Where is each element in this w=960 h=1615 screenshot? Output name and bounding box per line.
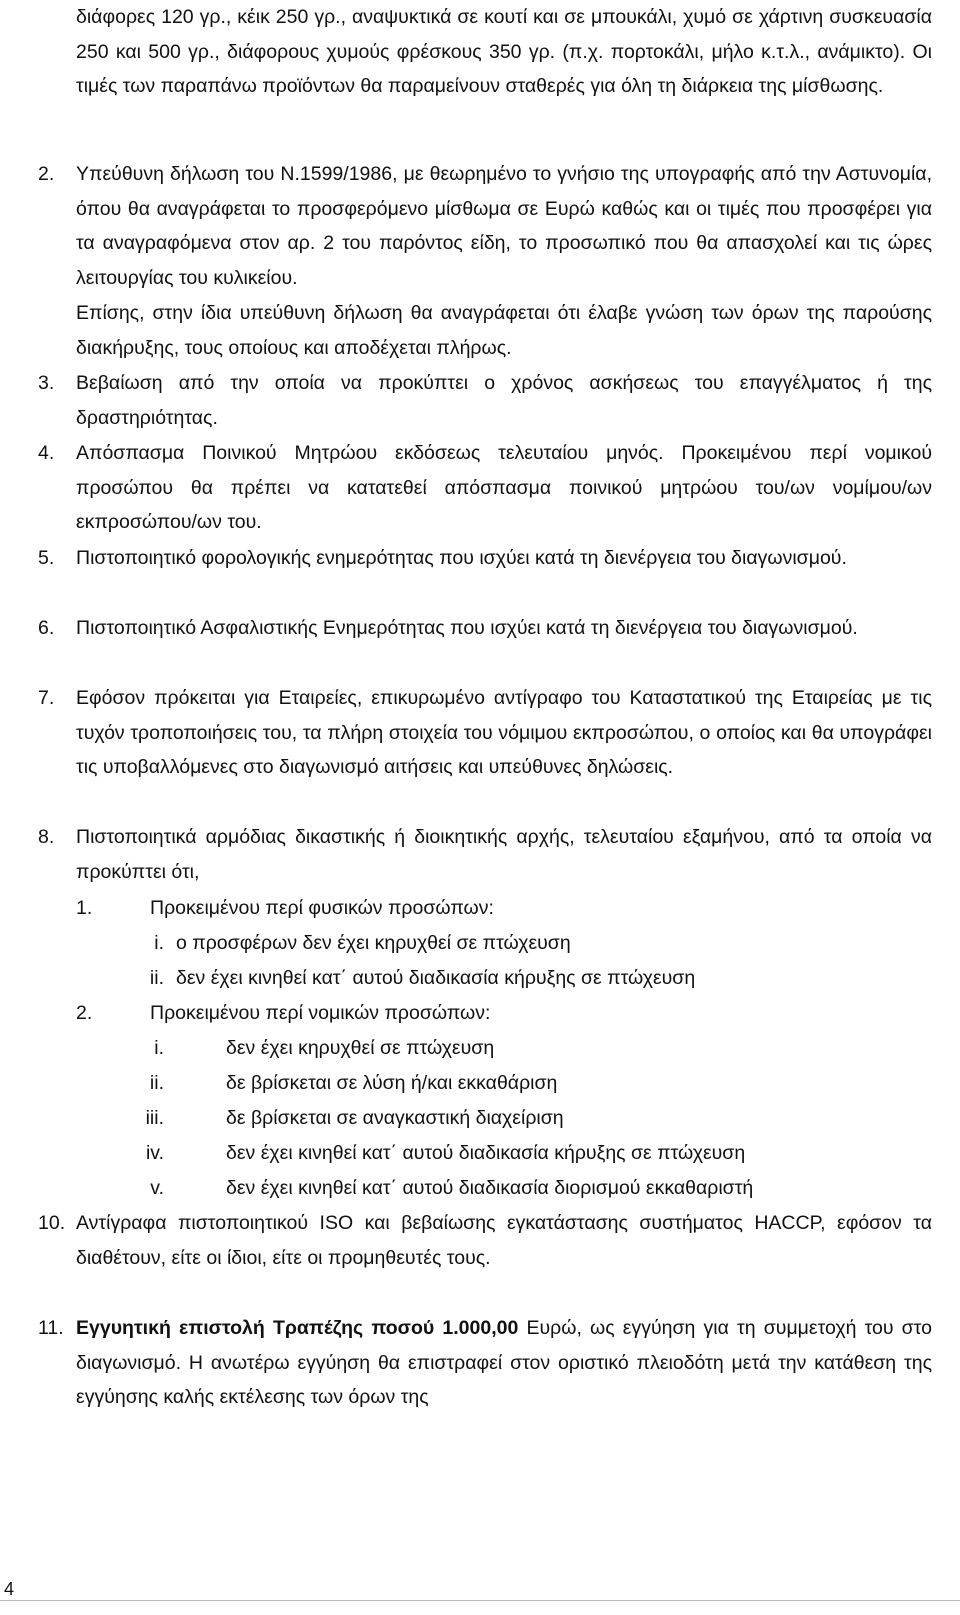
roman-b-v: v. — [150, 1177, 164, 1199]
item-text-2: Υπεύθυνη δήλωση του Ν.1599/1986, με θεωρημένο το γνήσιο της υπογραφής από την Αστυνομία, όπου θα αναγράφεται το προσφερόμενο μίσθωμα σε Ευρώ καθώς και οι τιμές που προσφέρει για τα αναγραφόμενα στον αρ. 2 του παρόντος είδη, το προσωπικό που θα απασχολεί και τις ώρες λειτουργίας του κυλικείου. — [76, 163, 932, 290]
item-text-8: Πιστοποιητικά αρμόδιας δικαστικής ή διοικητικής αρχής, τελευταίου εξαμήνου, από τα οποία να προκύπτει ότι, — [76, 826, 932, 883]
guarantee-text: Ευρώ, ως εγγύηση για τη συμμετοχή του στο διαγωνισμό. Η ανωτέρω εγγύηση θα επιστραφεί στον οριστικό πλειοδότη μετά την κατάθεση της εγγύησης καλής εκτέλεσης των όρων της — [76, 1317, 932, 1409]
sub-b-item-iii: δε βρίσκεται σε αναγκαστική διαχείριση — [226, 1107, 564, 1129]
sub-b-item-ii: δε βρίσκεται σε λύση ή/και εκκαθάριση — [226, 1072, 558, 1094]
item-text-11 — [76, 1311, 932, 1415]
roman-b-i: i. — [154, 1037, 164, 1059]
sub-number-1: 1. — [76, 897, 93, 919]
sub-label-legal-persons: Προκειμένου περί νομικών προσώπων: — [150, 1002, 491, 1024]
sub-label-natural-persons: Προκειμένου περί φυσικών προσώπων: — [150, 897, 494, 919]
roman-a-ii: ii. — [149, 967, 164, 989]
item-number-2: 2. — [38, 163, 55, 185]
item-text-4: Απόσπασμα Ποινικού Μητρώου εκδόσεως τελευταίου μηνός. Προκειμένου περί νομικού προσώπου θα πρέπει να κατατεθεί απόσπασμα ποινικού μητρώου του/ων νομίμου/ων εκπροσώπου/ων του. — [76, 442, 932, 534]
item-text-3: Βεβαίωση από την οποία να προκύπτει ο χρόνος ασκήσεως του επαγγέλματος ή της δραστηριότητας. — [76, 372, 932, 429]
item-text-5: Πιστοποιητικό φορολογικής ενημερότητας που ισχύει κατά τη διενέργεια του διαγωνισμού. — [76, 547, 847, 569]
item-number-4: 4. — [38, 442, 55, 464]
item-number-6: 6. — [38, 617, 55, 639]
roman-b-iii: iii. — [145, 1107, 164, 1129]
sub-b-item-v: δεν έχει κινηθεί κατ΄ αυτού διαδικασία διορισμού εκκαθαριστή — [226, 1177, 754, 1199]
item-text-10: Αντίγραφα πιστοποιητικού ISO και βεβαίωσης εγκατάστασης συστήματος HACCP, εφόσον τα διαθέτουν, είτε οι ίδιοι, είτε οι προμηθευτές τους. — [76, 1212, 932, 1269]
item-text-6: Πιστοποιητικό Ασφαλιστικής Ενημερότητας που ισχύει κατά τη διενέργεια του διαγωνισμού. — [76, 617, 858, 639]
page-divider — [0, 1600, 960, 1601]
sub-a-item-ii: δεν έχει κινηθεί κατ΄ αυτού διαδικασία κήρυξης σε πτώχευση — [176, 967, 696, 989]
item-number-11: 11. — [38, 1317, 64, 1339]
roman-b-ii: ii. — [149, 1072, 164, 1094]
item-number-5: 5. — [38, 547, 55, 569]
sub-b-item-i: δεν έχει κηρυχθεί σε πτώχευση — [226, 1037, 495, 1059]
sub-a-item-i: ο προσφέρων δεν έχει κηρυχθεί σε πτώχευση — [176, 932, 571, 954]
page-number: 4 — [4, 1579, 15, 1599]
paragraph-intro: διάφορες 120 γρ., κέικ 250 γρ., αναψυκτικά σε κουτί και σε μπουκάλι, χυμό σε χάρτινη συσκευασία 250 και 500 γρ., διάφορους χυμούς φρέσκους 350 γρ. (π.χ. πορτοκάλι, μήλο κ.τ.λ., ανάμικτο). Οι τιμές των παραπάνω προϊόντων θα παραμείνουν σταθερές για όλη τη διάρκεια της μίσθωσης. — [76, 6, 932, 98]
sub-number-2: 2. — [76, 1002, 93, 1024]
guarantee-bold-text: Εγγυητική επιστολή Τραπέζης ποσού 1.000,00 — [76, 1317, 519, 1339]
item-number-10: 10. — [38, 1212, 66, 1234]
item-text-7: Εφόσον πρόκειται για Εταιρείες, επικυρωμένο αντίγραφο του Καταστατικού της Εταιρείας με τις τυχόν τροποποιήσεις του, τα πλήρη στοιχεία του νόμιμου εκπροσώπου, ο οποίος και θα υπογράφει τις υποβαλλόμενες στο διαγωνισμό αιτήσεις και υπεύθυνες δηλώσεις. — [76, 687, 932, 779]
sub-b-item-iv: δεν έχει κινηθεί κατ΄ αυτού διαδικασία κήρυξης σε πτώχευση — [226, 1142, 746, 1164]
item-number-3: 3. — [38, 372, 55, 394]
item-number-8: 8. — [38, 826, 55, 848]
roman-b-iv: iv. — [145, 1142, 164, 1164]
item-text-2-extra: Επίσης, στην ίδια υπεύθυνη δήλωση θα αναγράφεται ότι έλαβε γνώση των όρων της παρούσης διακήρυξης, τους οποίους και αποδέχεται πλήρως. — [76, 302, 932, 359]
roman-a-i: i. — [154, 932, 164, 954]
item-number-7: 7. — [38, 687, 55, 709]
